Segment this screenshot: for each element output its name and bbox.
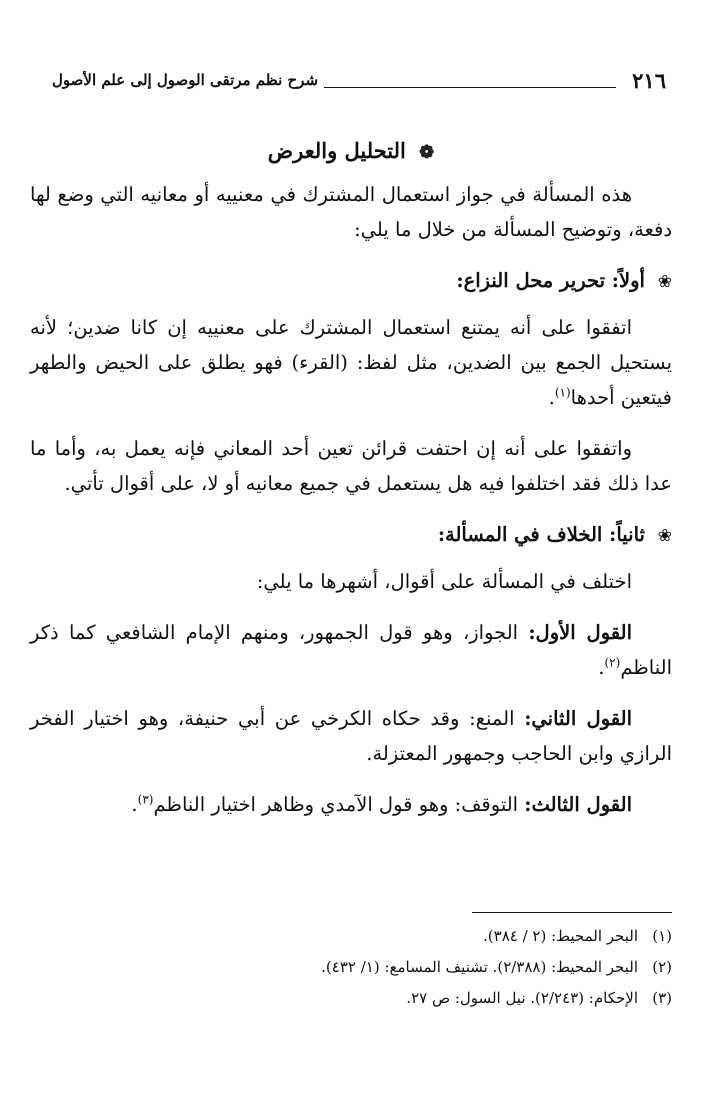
paragraph-end: . (131, 793, 138, 816)
footnote (30, 921, 672, 952)
opinion-text: المنع: وقد حكاه الكرخي عن أبي حنيفة، وهو اختيار الفخر الرازي وابن الحاجب وجمهور المعتزلة. (30, 707, 672, 765)
footnote-text: الإحكام: (٢/٢٤٣). نيل السول: ص ٢٧. (406, 989, 638, 1007)
opinion-text: التوقف: وهو قول الآمدي وظاهر اختيار الناظم (153, 793, 525, 816)
page-header (52, 60, 666, 100)
footnote (30, 983, 672, 1014)
footnote-number: (٢) (652, 958, 672, 976)
subheading-text: أولاً: تحرير محل النزاع: (456, 269, 645, 292)
header-rule (324, 87, 616, 88)
opinion-label: القول الأول: (528, 621, 632, 644)
opinion-paragraph (30, 787, 672, 822)
agreement-paragraph-2: واتفقوا على أنه إن احتفت قرائن تعين أحد المعاني فإنه يعمل به، وأما ما عدا ذلك فقد اختلفوا فيه هل يستعمل في جميع معانيه أو لا، على أقوال تأتي. (30, 437, 672, 495)
footnote-number: (٣) (652, 989, 672, 1007)
page-body (30, 118, 672, 838)
flower-ornament-icon: ❁ (419, 142, 435, 163)
section-heading (30, 138, 672, 163)
agreement-paragraph (30, 310, 672, 415)
opinions-intro: اختلف في المسألة على أقوال، أشهرها ما يلي: (256, 570, 632, 593)
footnote (30, 952, 672, 983)
footnote-ref[interactable]: (٣) (137, 792, 154, 807)
page-number: ٢١٦ (632, 67, 666, 93)
paragraph-end: . (548, 386, 555, 409)
subheading-first (30, 263, 672, 300)
footnote-divider (472, 912, 672, 913)
paragraph-end: . (598, 656, 605, 679)
footnotes (30, 912, 672, 1014)
opinion-label: القول الثالث: (524, 793, 632, 816)
opinion-text: الجواز، وهو قول الجمهور، ومنهم الإمام الشافعي كما ذكر الناظم (30, 621, 672, 679)
intro-paragraph: هذه المسألة في جواز استعمال المشترك في معنييه أو معانيه التي وضع لها دفعة، وتوضيح المسألة من خلال ما يلي: (30, 183, 672, 241)
opinion-paragraph (30, 615, 672, 685)
opinion-label: القول الثاني: (524, 707, 632, 730)
footnote-text: البحر المحيط: (٢ / ٣٨٤). (483, 927, 638, 945)
flower-bullet-icon: ❀ (657, 272, 672, 292)
section-title: التحليل والعرض (267, 138, 406, 163)
subheading-text: ثانياً: الخلاف في المسألة: (437, 523, 645, 546)
paragraph-text: اتفقوا على أنه يمتنع استعمال المشترك على معنييه إن كانا ضدين؛ لأنه يستحيل الجمع بين الضدين، مثل لفظ: (القرء) فهو يطلق على الحيض والطهر فيتعين أحدها (30, 316, 672, 409)
footnote-number: (١) (652, 927, 672, 945)
opinion-paragraph (30, 701, 672, 771)
footnote-text: البحر المحيط: (٢/٣٨٨). تشنيف المسامع: (١/ ٤٣٢). (321, 958, 638, 976)
running-title: شرح نظم مرتقى الوصول إلى علم الأصول (52, 71, 319, 89)
subheading-second (30, 517, 672, 554)
footnote-ref[interactable]: (٢) (604, 655, 621, 670)
footnote-ref[interactable]: (١) (554, 385, 571, 400)
flower-bullet-icon: ❀ (657, 526, 672, 546)
